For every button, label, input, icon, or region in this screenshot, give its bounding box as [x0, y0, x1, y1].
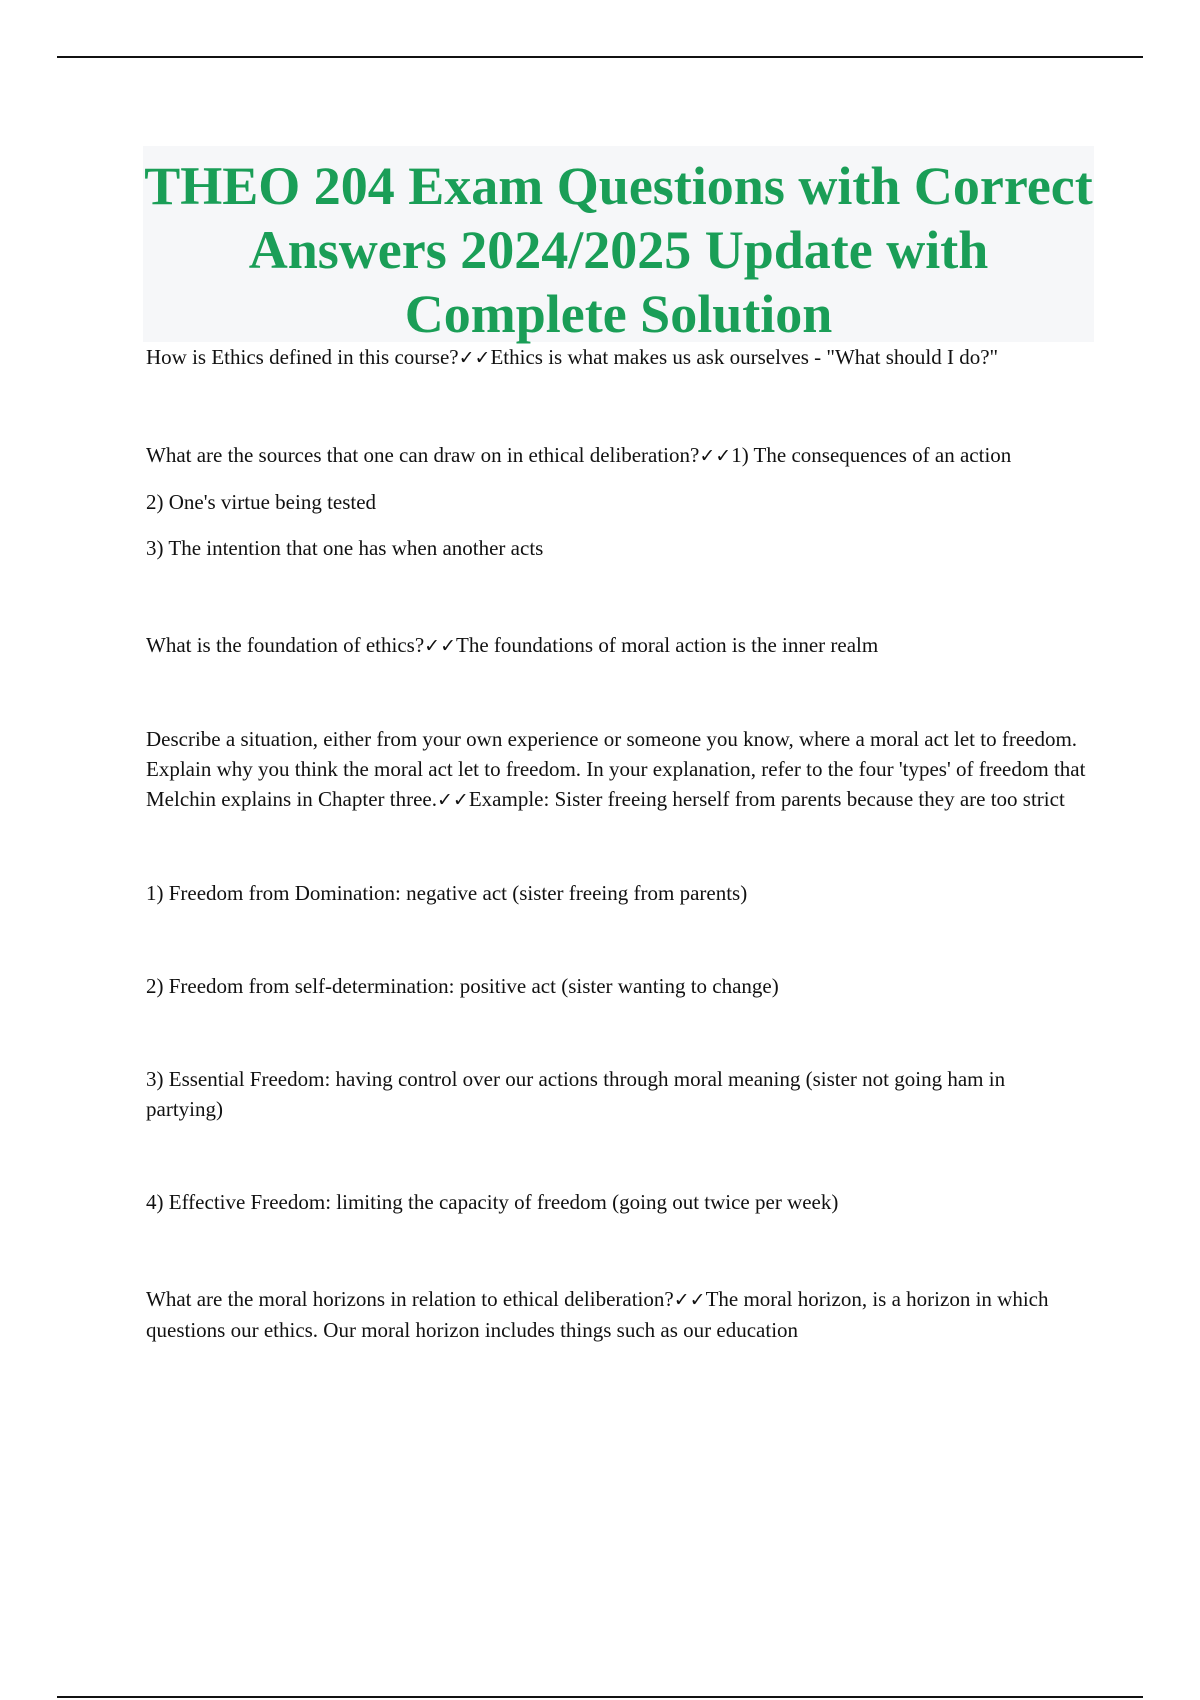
question-text: What is the foundation of ethics? [146, 633, 425, 657]
answer-text: Ethics is what makes us ask ourselves - "What should I do?" [490, 345, 999, 369]
list-item: 4) Effective Freedom: limiting the capacity of freedom (going out twice per week) [146, 1190, 839, 1214]
double-check-icon: ✓✓ [458, 347, 491, 369]
question-text: What are the moral horizons in relation to ethical deliberation? [146, 1287, 674, 1311]
question-text: How is Ethics defined in this course? [146, 345, 459, 369]
list-item: 3) The intention that one has when another acts [146, 536, 544, 560]
list-item: 2) One's virtue being tested [146, 490, 377, 514]
double-check-icon: ✓✓ [673, 1289, 706, 1311]
answer-text: The moral horizon, is a horizon in which questions our ethics. Our moral horizon includes things such as our education [146, 1287, 1049, 1342]
document-body [146, 342, 1086, 1345]
bottom-rule [57, 1696, 1143, 1698]
list-item: 1) Freedom from Domination: negative act (sister freeing from parents) [146, 881, 748, 905]
list-item: 2) Freedom from self-determination: positive act (sister wanting to change) [146, 974, 779, 998]
qa-block [146, 440, 1086, 471]
list-item: 3) Essential Freedom: having control over our actions through moral meaning (sister not going ham in partying) [146, 1067, 1006, 1121]
qa-block [146, 630, 1086, 661]
question-text: Describe a situation, either from your own experience or someone you know, where a moral act let to freedom. Explain why you think the moral act let to freedom. In your explanation, refer to the four 'types' of freedom that Melchin explains in Chapter three. [146, 727, 1086, 811]
double-check-icon: ✓✓ [437, 789, 469, 811]
title-banner [143, 146, 1094, 342]
top-rule [57, 56, 1143, 58]
document-title: THEO 204 Exam Questions with Correct Answers 2024/2025 Update with Complete Solution [144, 156, 1093, 344]
answer-text: Example: Sister freeing herself from parents because they are too strict [468, 787, 1065, 811]
answer-text: The foundations of moral action is the inner realm [456, 633, 879, 657]
answer-text: 1) The consequences of an action [731, 443, 1012, 467]
double-check-icon: ✓✓ [424, 635, 457, 657]
qa-block [146, 1284, 1086, 1345]
double-check-icon: ✓✓ [699, 445, 732, 467]
question-text: What are the sources that one can draw on in ethical deliberation? [146, 443, 700, 467]
qa-block [146, 724, 1086, 815]
qa-block [146, 342, 1086, 373]
